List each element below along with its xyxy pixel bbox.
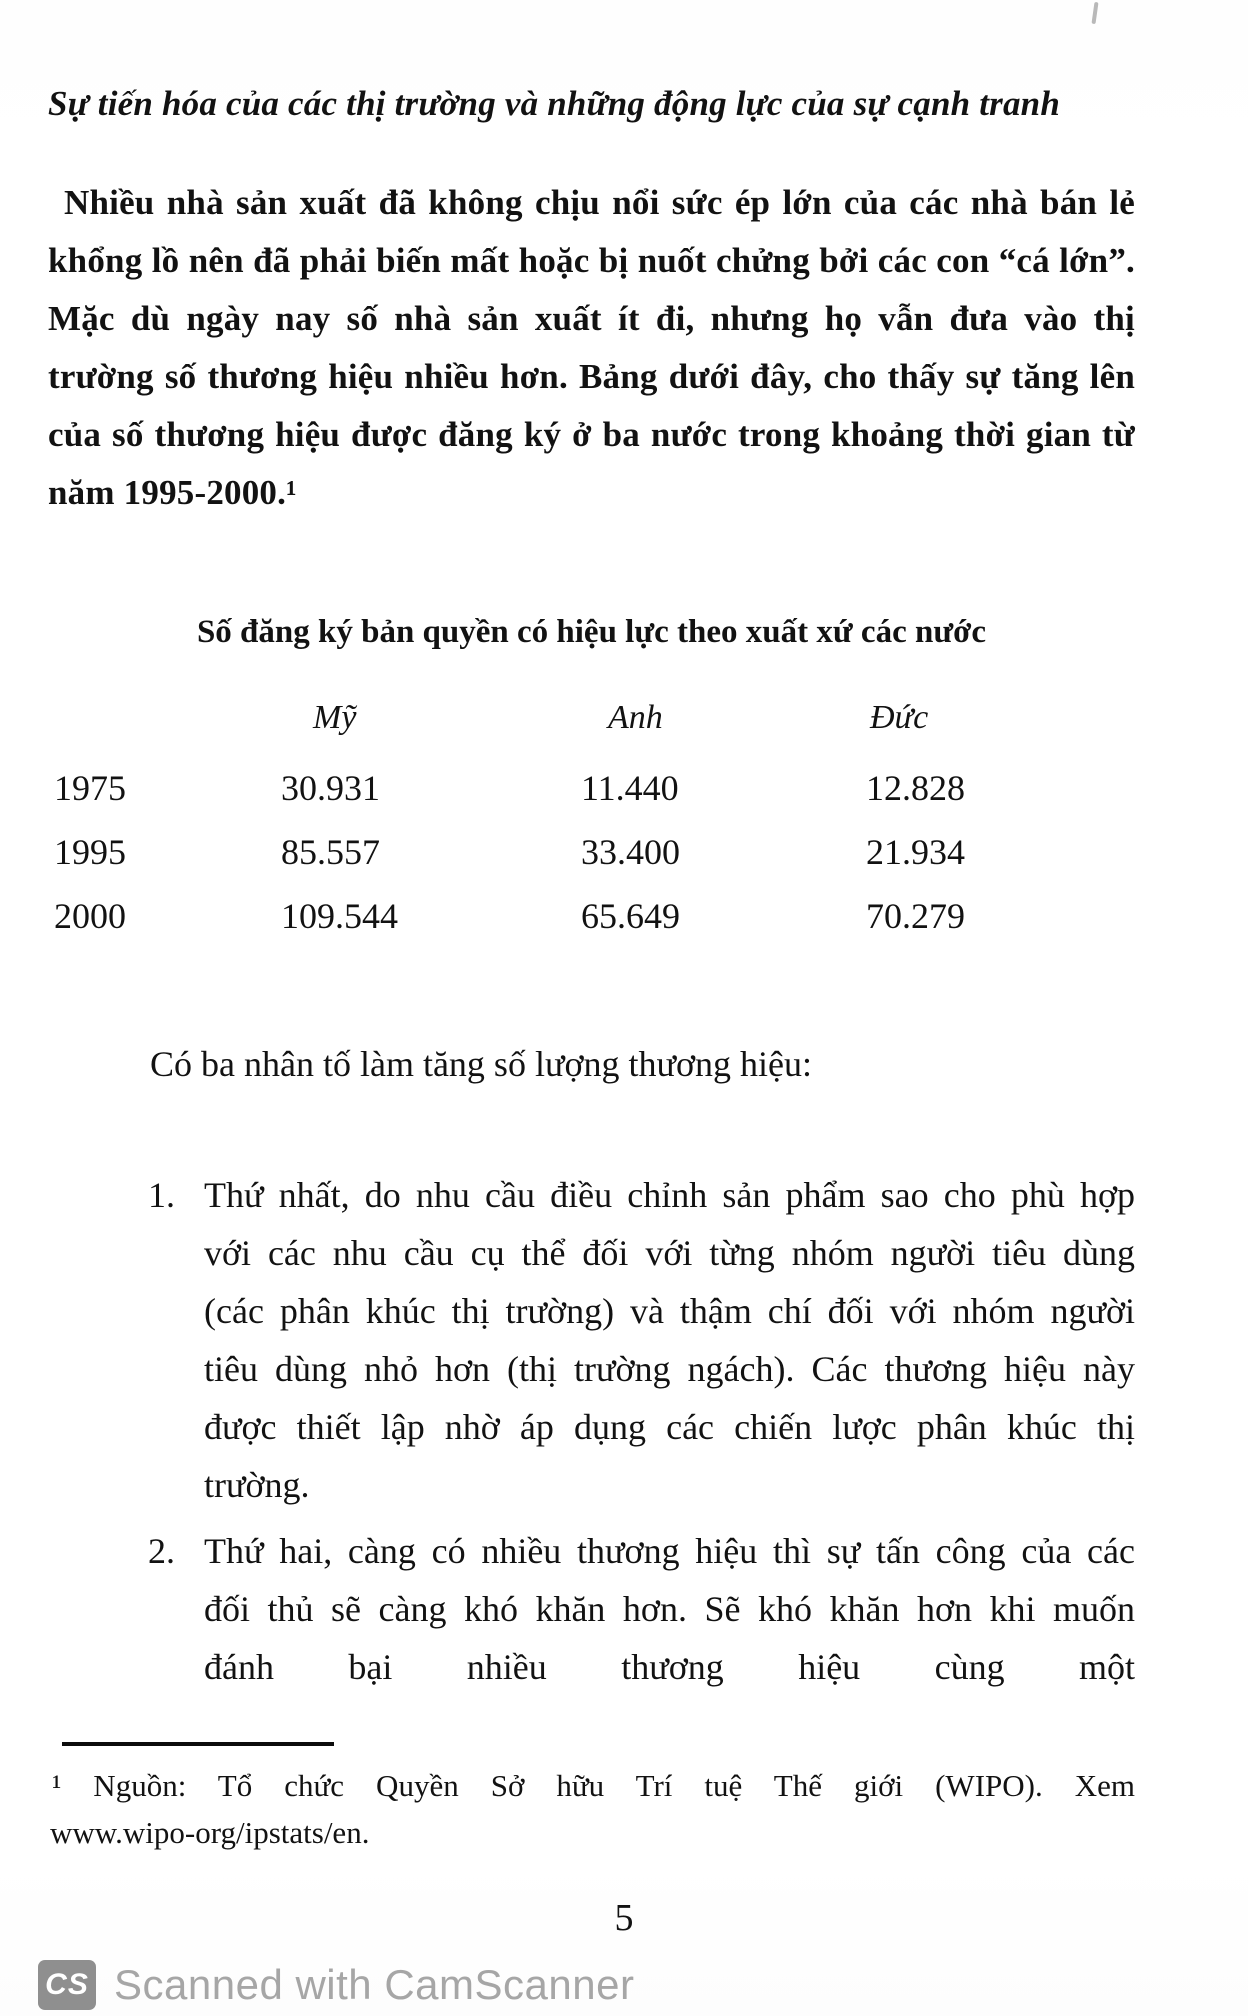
- value-cell: 65.649: [581, 896, 680, 936]
- table-header-row: [48, 694, 1135, 742]
- table-title: Số đăng ký bản quyền có hiệu lực theo xuất xứ các nước: [196, 614, 987, 650]
- value-cell: 70.279: [866, 896, 965, 936]
- registrations-table: [48, 610, 1135, 948]
- value-cell: 33.400: [581, 832, 680, 872]
- list-text: Thứ nhất, do nhu cầu điều chỉnh sản phẩm sao cho phù hợp với các nhu cầu cụ thể đối với từng nhóm người tiêu dùng (các phân khúc thị trường) và thậm chí đối với nhóm người tiêu dùng nhỏ hơn (thị trường ngách). Các thương hiệu này được thiết lập nhờ áp dụng các chiến lược phân khúc thị trường.: [204, 1175, 1135, 1505]
- value-cell: 85.557: [281, 832, 380, 872]
- list-number: 2.: [148, 1531, 175, 1571]
- footnote-url: www.wipo-org/ipstats/en.: [50, 1815, 370, 1850]
- table-row: [48, 820, 1135, 884]
- numbered-list: [148, 1166, 1135, 1696]
- col-header-my: Mỹ: [313, 699, 357, 736]
- year-cell: 1995: [54, 832, 126, 872]
- body-paragraph: Nhiều nhà sản xuất đã không chịu nổi sức ép lớn của các nhà bán lẻ khổng lồ nên đã phải biến mất hoặc bị nuốt chửng bởi các con “cá lớn”. Mặc dù ngày nay số nhà sản xuất ít đi, nhưng họ vẫn đưa vào thị trường số thương hiệu nhiều hơn. Bảng dưới đây, cho thấy sự tăng lên của số thương hiệu được đăng ký ở ba nước trong khoảng thời gian từ năm 1995-2000.¹: [48, 183, 1135, 512]
- table-body: [48, 756, 1135, 948]
- camscanner-watermark: [38, 1960, 634, 2010]
- list-item-1: [148, 1166, 1135, 1514]
- page-number: 5: [614, 1897, 634, 1939]
- year-cell: 1975: [54, 768, 126, 808]
- footnote: [48, 1762, 1135, 1856]
- table-row: [48, 884, 1135, 948]
- section-title: Sự tiến hóa của các thị trường và những động lực của sự cạnh tranh: [48, 84, 1061, 123]
- list-text: Thứ hai, càng có nhiều thương hiệu thì sự tấn công của các đối thủ sẽ càng khó khăn hơn. Sẽ khó khăn hơn khi muốn đánh bại nhiều thương hiệu cùng một: [204, 1531, 1135, 1687]
- table-row: [48, 756, 1135, 820]
- footnote-rule: [62, 1742, 334, 1746]
- camscanner-label: Scanned with CamScanner: [114, 1961, 635, 2008]
- year-cell: 2000: [54, 896, 126, 936]
- camscanner-logo-icon: CS: [38, 1960, 96, 2010]
- col-header-anh: Anh: [608, 699, 663, 736]
- value-cell: 109.544: [281, 896, 398, 936]
- footnote-block: [48, 1742, 1135, 1856]
- list-item-2: [148, 1522, 1135, 1696]
- value-cell: 21.934: [866, 832, 965, 872]
- value-cell: 11.440: [581, 768, 679, 808]
- value-cell: 30.931: [281, 768, 380, 808]
- footnote-source: ¹ Nguồn: Tổ chức Quyền Sở hữu Trí tuệ Thế giới (WIPO). Xem: [52, 1768, 1135, 1803]
- factors-intro: Có ba nhân tố làm tăng số lượng thương hiệu:: [150, 1044, 813, 1084]
- list-number: 1.: [148, 1175, 175, 1215]
- col-header-duc: Đức: [870, 699, 929, 736]
- value-cell: 12.828: [866, 768, 965, 808]
